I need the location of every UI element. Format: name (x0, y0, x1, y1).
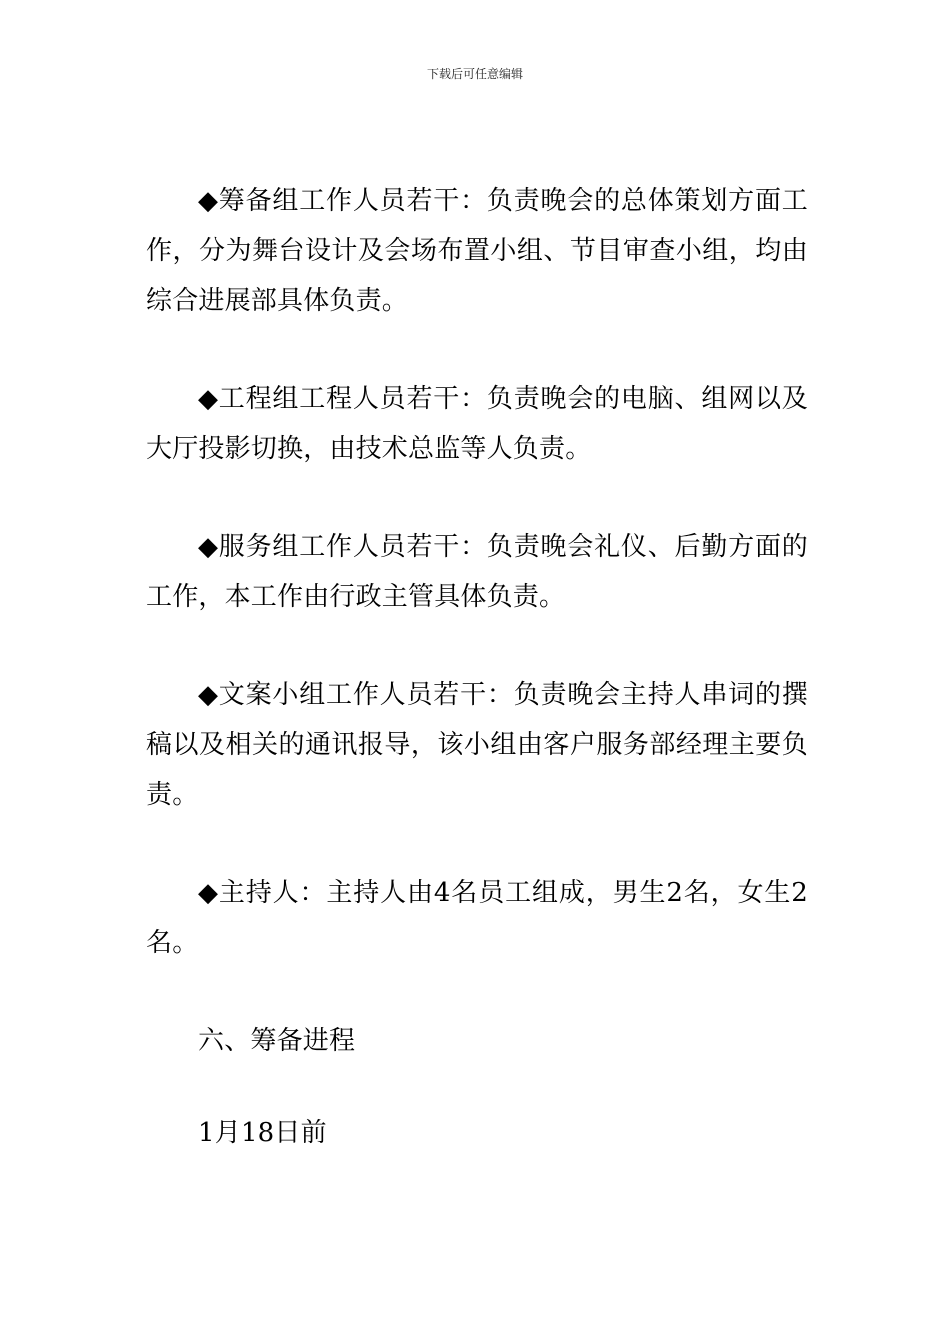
paragraph-copywriting-group: ◆文案小组工作人员若干：负责晚会主持人串词的撰稿以及相关的通讯报导，该小组由客户服务部经理主要负责。 (146, 680, 808, 810)
paragraph-preparation-group: ◆筹备组工作人员若干：负责晚会的总体策划方面工作，分为舞台设计及会场布置小组、节目审查小组，均由综合进展部具体负责。 (146, 186, 808, 316)
page-header: 下载后可任意编辑 (426, 67, 523, 81)
paragraph-hosts: ◆主持人：主持人由4名员工组成，男生2名，女生2名。 (146, 878, 808, 958)
document-body (146, 176, 808, 1206)
paragraph-service-group: ◆服务组工作人员若干：负责晚会礼仪、后勤方面的工作，本工作由行政主管具体负责。 (146, 532, 808, 612)
paragraph-engineering-group: ◆工程组工程人员若干：负责晚会的电脑、组网以及大厅投影切换，由技术总监等人负责。 (146, 384, 808, 464)
paragraph-date: 1月18日前 (198, 1118, 327, 1148)
section-heading-preparation-process: 六、筹备进程 (198, 1026, 356, 1056)
